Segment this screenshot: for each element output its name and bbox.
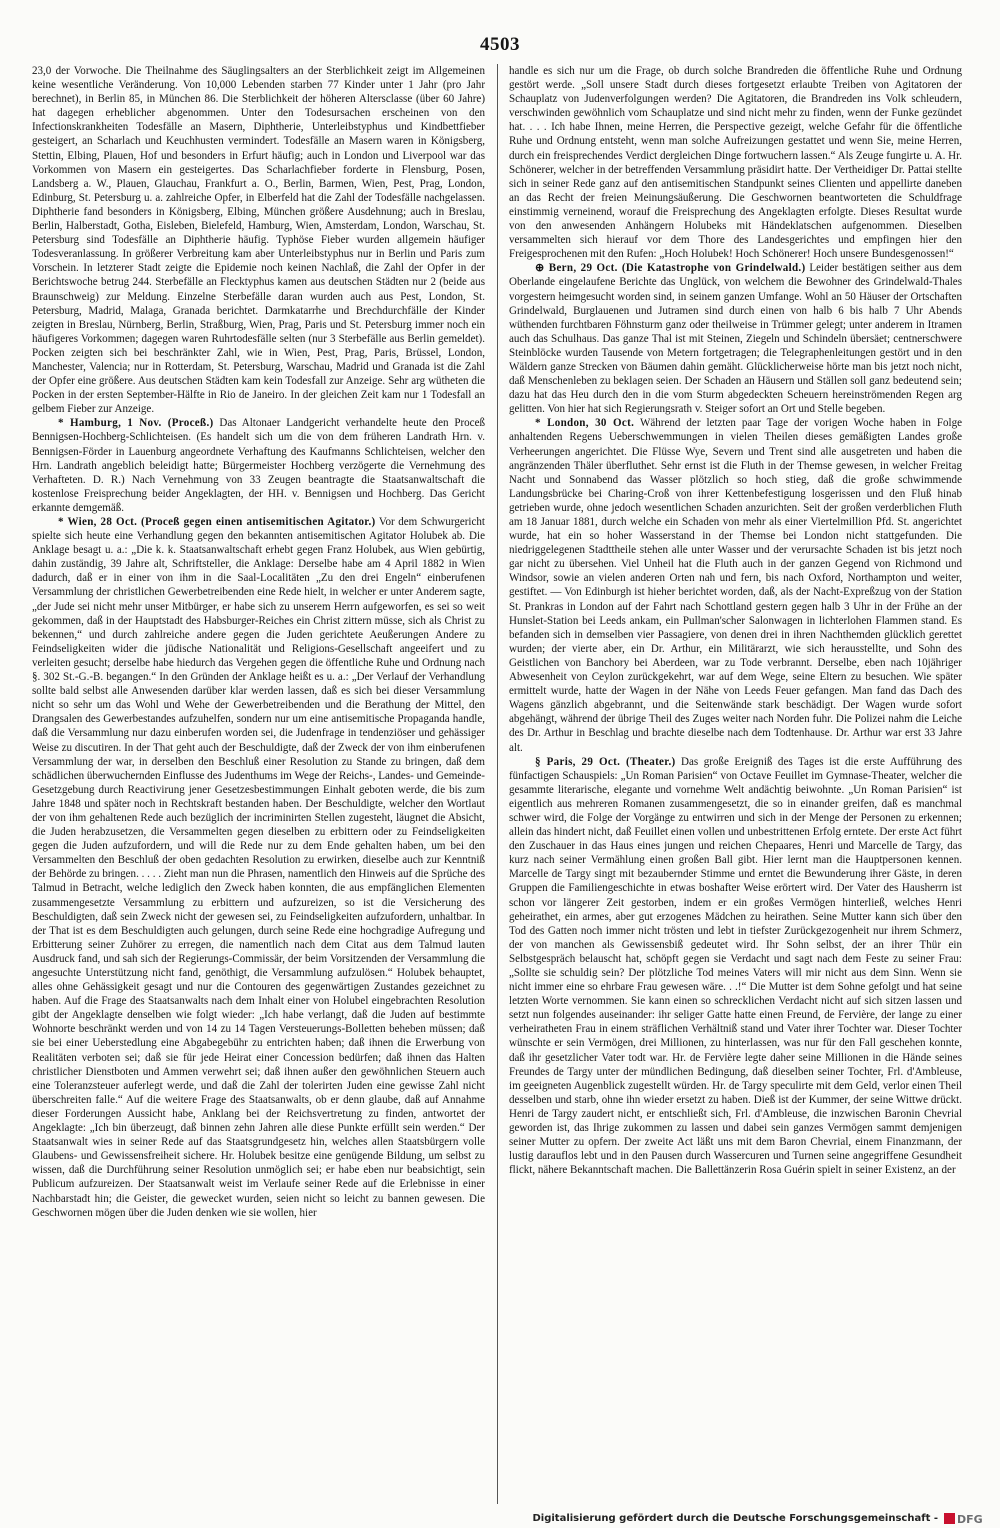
article-text: Vor dem Schwurgericht spielte sich heute eine Verhandlung gegen den bekannten antisemitischen Agitator Holubek ab. Die Anklage besagt u. a.: „Die k. k. Staatsanwaltschaft erhebt gegen Franz Holubek, aus Wien gebürtig, dahin zuständig, 39 Jahre alt, Schriftsteller, die Anklage: Derselbe habe am 4 April 1882 in Wien dadurch, daß er in einer von ihm in die Saal-Localitäten „Zu den drei Engeln“ einberufenen Versammlung der christlichen Gewerbetreibenden eine Rede hielt, in welcher er unter Anderem sagte, „der Jude sei nicht mehr unser Mitbürger, er habe sich zu unserem Herrn aufgeworfen, es sei so weit gekommen, daß in der Hauptstadt des Habsburger-Reiches ein Christ zittern müsse, sich als Christ zu bekennen,“ und durch zahlreiche andere gegen die Juden gerichtete Aeußerungen Andere zu Feindseligkeiten wider die jüdische Nationalität und Religions-Gesellschaft angeeifert und zu verleiten gesucht; derselbe habe hiedurch das Vergehen gegen die öffentliche Ruhe und Ordnung nach §. 302 St.-G.-B. begangen.“ In den Gründen der Anklage heißt es u. a.: „Der Verlauf der Verhandlung sollte bald selbst alle Anwesenden darüber klar werden lassen, daß es sich bei dieser Versammlung nicht so sehr um das Wohl und Wehe der Gewerbetreibenden und die Berathung der Mittel, den Drangsalen des Gewerbestandes aufzuhelfen, sondern nur um eine antisemitische Propaganda handle, daß die Versammlung nur dazu einberufen worden sei, die Judenfrage in tendenziöser und gehässiger Weise zu discutiren. In der That geht auch der Beschuldigte, daß der Zweck der von ihm einberufenen Versammlung der war, in derselben den Beschluß einer Resolution zu Stande zu bringen, daß dem schädlichen überwuchernden Einflusse des Judenthums im Wege der Reichs-, Landes- und Gemeinde-Gesetzgebung durch Reactivirung jener Gesetzesbestimmungen Einhalt geboten werde, die bis zum Jahre 1848 und später noch in Rechtskraft bestanden haben. Der Beschuldigte, welcher den Wortlaut der von ihm gehaltenen Rede auch bezüglich der incriminirten Stellen zugesteht, läugnet die Absicht, die Juden herabzusetzen, die Versammelten gegen dieselben zu erbittern oder zu Feindseligkeiten gegen die Juden aufzufordern, und will die Rede nur zu dem Ende gehalten haben, um bei den Versammelten den Beschluß der oben gedachten Resolution zu erwirken, dieselbe auch zur Kenntniß der Behörde zu bringen. . . . . Zieht man nun die Phrasen, namentlich den Hinweis auf die Sprüche des Talmud in Betracht, welche lediglich den Zweck haben konnten, die aus empfänglichen Elementen zusammengesetzte Versammlung zu erbittern und aufzureizen, so ist die Versicherung des Beschuldigten, daß sein Zweck nicht der gewesen sei, zu Feindseligkeiten aufzufordern, unhaltbar. In der That ist es dem Beschuldigten auch gelungen, durch seine Rede eine hochgradige Aufregung und Erbitterung seiner Zuhörer zu erregen, die namentlich nach dem Citat aus dem Talmud lauten Ausdruck fand, und sah sich der Regierungs-Commissär, der beim Vorsitzenden der Versammlung die angesuchte Unterstützung nicht fand, genöthigt, die Versammlung aufzulösen.“ Holubek behauptet, alles ohne Gehässigkeit gesagt und nur die Contouren des gegenwärtigen Zustandes gezeichnet zu haben. Auf die Frage des Staatsanwalts nach dem Inhalt einer von Holubel eingebrachten Resolution gibt der Angeklagte denselben wie folgt wieder: „Ich habe verlangt, daß die Juden auf bestimmte Wohnorte beschränkt werden und von 14 zu 14 Tagen Versteuerungs-Bolletten beheben müssen; daß sie bei einer Ueberstedlung eine Abgabegebühr zu entrichten haben; daß ihnen die Erwerbung von Realitäten verboten sei; daß sie für jede Heirat einer Concession bedürfen; daß ihnen das Halten christlicher Dienstboten und Ammen verwehrt sei; daß ihnen außer den gewöhnlichen Steuern auch eine Toleranzsteuer auferlegt werde, und daß die Zahl der tolerirten Juden eine gewisse Zahl nicht überschreiten falle.“ Auf die weitere Frage des Staatsanwalts, ob er denn glaube, daß auf Annahme dieser Forderungen Aussicht habe, Anklang bei der Reichsvertretung zu finden, antwortet der Angeklagte: „Ich bin überzeugt, daß binnen zehn Jahren alle diese Punkte erfüllt sein werden.“ Der Staatsanwalt wies in seiner Rede auf das Staatsgrundgesetz hin, welches allen Staatsbürgern volle Glaubens- und Gewissensfreiheit sichere. Hr. Holubek besitze eine genügende Bildung, um selbst zu wissen, daß die Durchführung seiner Resolution unmöglich sei; er habe eben nur beabsichtigt, sein Publicum aufzureizen. Der Staatsanwalt weist im Verlaufe seiner Rede auf die Erlebnisse in einer Nachbarstadt hin; die Geister, die gewecket wurden, seien nicht so leicht zu bannen gewesen. Die Geschwornen mögen über die Juden denken wie sie wollen, hier xyxy=(32,516,485,1219)
article xyxy=(509,64,962,261)
article xyxy=(32,416,485,515)
article xyxy=(509,416,962,754)
article-text: Während der letzten paar Tage der vorigen Woche haben in Folge anhaltenden Regens Ueberschwemmungen in vielen Theilen dieses gemäßigten Landes große Verheerungen angerichtet. Die Flüsse Wye, Severn und Trent sind alle ausgetreten und haben die angränzenden Thäler überfluthet. Sehr ernst ist die Fluth in der Themse gewesen, in welcher Freitag Nacht und Sonnabend das Wasser plötzlich so hoch stieg, daß die große schwimmende Landungsbrücke bei Charing-Croß von ihrer Kettenbefestigung losgerissen und den Fluß hinab getrieben wurde, ohne jedoch wesentlichen Schaden anzurichten. Seit der großen verderblichen Fluth am 18 Januar 1881, durch welche ein Schaden von mehr als einer Viertelmillion Pfd. St. angerichtet wurde, hat ein so hoher Wasserstand in der Themse bei London nicht stattgefunden. Die niedriggelegenen Stadttheile stehen alle unter Wasser und der verursachte Schaden ist bis jetzt noch gar nicht zu übersehen. Viel Unheil hat die Fluth auch in der ganzen Gegend von Richmond und Windsor, sowie an vielen anderen Orten nah und fern, bis nach Oxford, Northampton und weiter, gestiftet. — Von Edinburgh ist hieher berichtet worden, daß, als der Nacht-Expreßzug von der Station St. Prankras in London auf der Fahrt nach Schottland gestern gegen halb 3 Uhr in der Frühe an der Hunslet-Station bei Leeds ankam, ein Pullman'scher Salonwagen in lichterlohen Flammen stand. Es befanden sich in demselben vier Passagiere, von denen drei in ihren Nachthemden glücklich gerettet wurden; der vierte aber, ein Dr. Arthur, ein Militärarzt, wie sich herausstellte, und Sohn des Geistlichen von Banchory bei Aberdeen, war zu Tode verbrannt. Derselbe, eben nach 10jähriger Abwesenheit von Ceylon zurückgekehrt, war auf dem Wege, seine Eltern zu besuchen. Wie später ermittelt wurde, hatte der Wagen in der Nähe von Leeds Feuer gefangen. Man fand das Dach des Wagens gänzlich abgebrannt, und die Seitenwände stark beschädigt. Der Wagen wurde sofort abgehängt, während der übrige Theil des Zuges weiter nach Norden fuhr. Die Polizei nahm die Leiche des Dr. Arthur in Beschlag und brachte dieselbe nach dem Todtenhause. Dr. Arthur war erst 33 Jahre alt. xyxy=(509,417,962,754)
article xyxy=(509,755,962,1178)
dfg-logo xyxy=(944,1511,990,1526)
article xyxy=(32,64,485,416)
footer-credit: Digitalisierung gefördert durch die Deutsche Forschungsgemeinschaft - xyxy=(532,1513,938,1524)
page-number: 4503 xyxy=(480,34,520,55)
dfg-logo-text: DFG xyxy=(957,1513,983,1526)
article xyxy=(509,261,962,416)
article-text: 23,0 der Vorwoche. Die Theilnahme des Säuglingsalters an der Sterblichkeit zeigt im Allgemeinen keine wesentliche Veränderung. Von 10,000 Lebenden starben 77 Kinder unter 1 Jahr (pro Jahr berechnet), in Berlin 85, in München 86. Die Sterblichkeit der höheren Altersclasse (über 60 Jahre) hat dagegen erheblicher abgenommen. Unter den Todesursachen erscheinen von den Infectionskrankheiten Todesfälle an Masern, Diphtherie, Unterleibstyphus und Kindbettfieber gesteigert, an Scharlach und Keuchhusten vermindert. Todesfälle an Masern waren in Königsberg, Stettin, Elbing, Plauen, Hof und besonders in Erfurt häufig; auch in London und Liverpool war das Vorkommen von Masern ein gesteigertes. Das Scharlachfieber forderte in Flensburg, Posen, Landsberg a. W., Plauen, Glauchau, Frankfurt a. O., Berlin, Barmen, Wien, Pest, Prag, London, Edinburg, St. Petersburg u. a. zahlreiche Opfer, in Elberfeld hat die Zahl der Todesfälle nachgelassen. Diphtherie fand besonders in Königsberg, Elbing, München größere Ausdehnung; auch in Breslau, Berlin, Halberstadt, Gotha, Eisleben, Bielefeld, Hamburg, Wien, Amsterdam, London, Warschau, St. Petersburg sind Todesfälle an Diphtherie häufig. Typhöse Fieber wurden allgemein häufiger Todesveranlassung. In größerer Verbreitung kam aber Unterleibstyphus nur in Berlin und Paris zum Vorschein. In letzterer Stadt zeigte die Epidemie noch keinen Nachlaß, die Zahl der Opfer in der Berichtswoche betrug 244. Sterbefälle an Flecktyphus kamen aus deutschen Städten nur 2 (beide aus Braunschweig) zur Meldung. Einzelne Sterbefälle daran wurden auch aus Pest, London, St. Petersburg, Madrid, Malaga, Granada berichtet. Darmkatarrhe und Brechdurchfälle der Kinder zeigten in Breslau, Nürnberg, Berlin, Straßburg, Wien, Prag, Paris und St. Petersburg immer noch ein häufigeres Vorkommen; dagegen waren Ruhrtodesfälle selten (nur 3 Sterbefälle aus Berlin gemeldet). Pocken zeigten sich bei beschränkter Zahl, wie in Wien, Pest, Prag, Paris, Brüssel, London, Manchester, Valencia; nur in Rotterdam, St. Petersburg, Warschau, Madrid und Granada ist die Zahl der Opfer eine größere. Aus deutschen Städten kam kein Todesfall zur Anzeige. Sehr arg wütheten die Pocken in der ersten September-Hälfte in Rio de Janeiro. In der gleichen Zeit kam nur 1 Todesfall an gelbem Fieber zur Anzeige. xyxy=(32,65,485,416)
article xyxy=(32,515,485,1220)
column-divider xyxy=(497,64,498,1504)
article-heading: * London, 30 Oct. xyxy=(535,417,635,430)
article-text: handle es sich nur um die Frage, ob durch solche Brandreden die öffentliche Ruhe und Ordnung gestört werde. „Soll unsere Stadt durch dieses fortgesetzt erlaubte Treiben von Agitatoren der Schauplatz von Judenverfolgungen werden? Die Agitatoren, die Brandreden ins Volk schleudern, verschwinden gewöhnlich vom Schauplatze und sind nicht mehr zu finden, wenn der Funke gezündet hat. . . . Ich habe Ihnen, meine Herren, die Perspective gezeigt, welche Gefahr für die öffentliche Ruhe und Ordnung entsteht, wenn man solche Aufreizungen gestattet und wenn Sie, meine Herren, durch ein freisprechendes Verdict dergleichen Dinge fortwuchern lassen.“ Als Zeuge fungirte u. A. Hr. Schönerer, welcher in der betreffenden Versammlung präsidirt hatte. Der Vertheidiger Dr. Pattai stellte sich in seiner Rede ganz auf den antisemitischen Standpunkt seines Clienten und appellirte daneben an das Recht der freien Meinungsäußerung. Die Geschwornen beantworteten die Schuldfrage einstimmig verneinend, worauf die Freisprechung des Angeklagten erfolgte. Dieses Resultat wurde von den anwesenden Anhängern Holubeks mit Händeklatschen aufgenommen. Dieselben versammelten sich hierauf vor dem Thore des Landesgerichtes und empfingen hier den Freigesprochenen mit den Rufen: „Hoch Holubek! Hoch Schönerer! Hoch unsere Bundesgenossen!“ xyxy=(509,65,962,261)
article-text: Das große Ereigniß des Tages ist die erste Aufführung des fünfactigen Schauspiels: „Un Roman Parisien“ von Octave Feuillet im Gymnase-Theater, welcher die gesammte literarische, elegante und vornehme Welt andächtig beiwohnte. „Un Roman Parisien“ ist eigentlich aus mehreren Romanen zusammengesetzt, die so in einander greifen, daß es manchmal schwer wird, die Folge der Vorgänge zu entwirren und sich in der Menge der Personen zu erkennen; allein das hindert nicht, daß Feuillet einen vollen und unbestrittenen Erfolg erntete. Der erste Act führt den Zuschauer in das Haus eines jungen und reichen Chepaares, Henri und Marcelle de Targy, das kurz nach seiner Vermählung einen großen Ball gibt. Hier lernt man die Hauptpersonen kennen. Marcelle de Targy singt mit bezaubernder Stimme und erntet die Bewunderung ihrer Gäste, in deren Gruppen die Familiengeschichte in etwas boshafter Weise erörtert wird. Der Vater des Hausherrn ist schon vor längerer Zeit gestorben, indem er ein großes Vermögen hinterließ, welches Henri geheirathet, ein armes, aber gut erzogenes Mädchen zu heirathen. Seine Mutter kann sich über den Tod des Gatten noch immer nicht trösten und lebt in tiefster Zurückgezogenheit nur ihrem Schmerz, der von manchen als Gewissensbiß gedeutet wird. Ihr Sohn selbst, der an ihrer Thür ein Selbstgespräch belauscht hat, schöpft gegen sie Verdacht und sagt nach dem Feste zu seiner Frau: „Sollte sie schuldig sein? Der plötzliche Tod meines Vaters will mir nicht aus dem Sinn. Wenn sie nicht immer eine so ehrbare Frau gewesen wäre. . .!“ Die Mutter ist dem Sohne gefolgt und hat seine letzten Worte vernommen. Sie kann einen so schrecklichen Verdacht nicht auf sich sitzen lassen und setzt nun folgendes auseinander: ihr seliger Gatte hatte einen Freund, de Fervière, der lange zu einer verheiratheten Frau in einem sträflichen Verhältniß stand und Vater ihrer Tochter war. Dieser Tochter wünschte er sein Vermögen, drei Millionen, zu hinterlassen, was nur für den Fall geschehen konnte, daß ihr gesetzlicher Vater todt war. Hr. de Fervière legte daher seine Millionen in die Hände seines Freundes de Targy unter der mündlichen Bedingung, daß dieselben seiner Tochter, Frl. d'Ambleuse, im geeigneten Augenblick zugestellt würden. Hr. de Targy speculirte mit dem Geld, verlor einen Theil desselben und starb, ohne ihn wieder ersetzt zu haben. Dieß ist der Kummer, der seine Wittwe drückt. Henri de Targy zaudert nicht, er entschließt sich, Frl. d'Ambleuse, die inzwischen Baronin Chevrial geworden ist, das Ihrige zukommen zu lassen und dabei sein ganzes Vermögen sammt demjenigen seiner Mutter zu opfern. Der zweite Act läßt uns mit dem Baron Chevrial, einem Finanzmann, der lustig darauflos lebt und in den Pausen durch Wassercuren und Turnen seine angegriffene Gesundheit flickt, nähere Bekanntschaft machen. Die Ballettänzerin Rosa Guérin spielt in seiner Existenz, an der xyxy=(509,755,962,1177)
article-text: Das Altonaer Landgericht verhandelte heute den Proceß Bennigsen-Hochberg-Schlichteisen. (Es handelt sich um die von dem früheren Landrath Hrn. v. Bennigsen-Förder in Lauenburg angeordnete Verhaftung des Kaufmanns Schlichteisen, welcher den Hrn. Landrath angeblich beleidigt hatte; Bürgermeister Hochberg verzögerte die Vernehmung des Verhafteten. D. R.) Nach Vernehmung von 33 Zeugen beantragte die Staatsanwaltschaft die kostenlose Freisprechung beider Angeklagten, der HH. v. Bennigsen und Hochberg. Das Gericht erkannte demgemäß. xyxy=(32,417,485,514)
right-column xyxy=(509,64,962,1504)
article-heading: * Hamburg, 1 Nov. (Proceß.) xyxy=(58,417,214,430)
dfg-logo-mark xyxy=(944,1513,955,1524)
footer xyxy=(0,1511,1000,1528)
left-column xyxy=(32,64,485,1504)
article-heading: ⊕ Bern, 29 Oct. (Die Katastrophe von Grindelwald.) xyxy=(535,262,806,275)
article-heading: * Wien, 28 Oct. (Proceß gegen einen antisemitischen Agitator.) xyxy=(58,516,376,528)
article-heading: § Paris, 29 Oct. (Theater.) xyxy=(535,755,676,768)
article-text: Leider bestätigen seither aus dem Oberlande eingelaufene Berichte das Unglück, von welchem die Bewohner des Grindelwald-Thales vorgestern heimgesucht worden sind, in seinem ganzen Umfange. Wohl an 50 Häuser der Ortschaften Grindelwald, Burglauenen und Jutramen sind durch einen von halb 6 bis halb 7 Uhr Abends wüthenden furchtbaren Föhnsturm ganz oder theilweise in Trümmer gelegt; unter anderem in Itramen auch das Schulhaus. Das ganze Thal ist mit Steinen, Ziegeln und Schindeln übersäet; centnerschwere Steinblöcke wurden Tausende von Metern fortgetragen; die Telegraphenleitungen gestört und in den Wäldern ganze Strecken von Bäumen dahin gemäht. Glücklicherweise hörte man bis jetzt noch nicht, daß Menschenleben zu beklagen seien. Der Schaden an Häusern und Ställen soll ganz bedeutend sein; dazu hat das Heu durch den in die vom Sturm abgedeckten Scheuern hereinströmenden Regen arg gelitten. Von hier hat sich Regierungsrath v. Steiger sofort an Ort und Stelle begeben. xyxy=(509,262,962,416)
